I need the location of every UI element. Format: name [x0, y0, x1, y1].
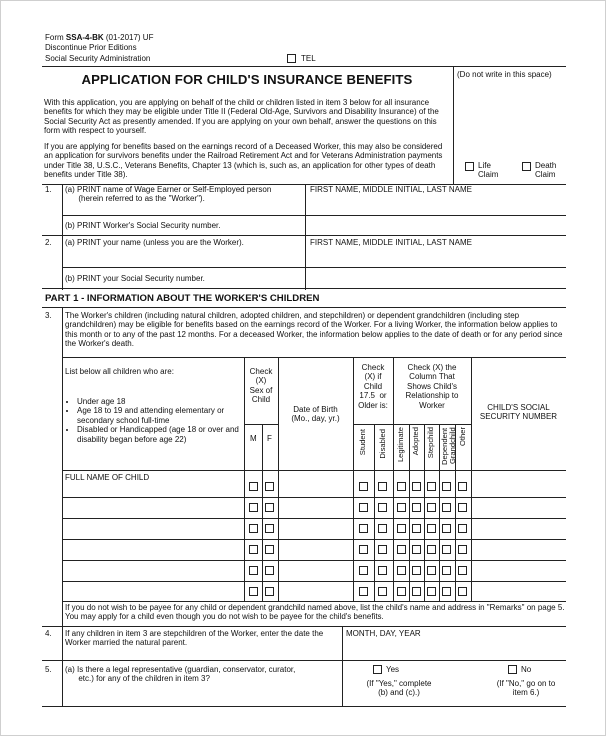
item5-no-checkbox[interactable] — [508, 665, 517, 674]
item5a-text: (a) Is there a legal representative (guardian, conservator, curator, etc.) for any of the children in item 3? — [65, 665, 296, 684]
item5-number: 5. — [45, 665, 52, 674]
grandchild-checkbox[interactable] — [442, 566, 451, 575]
sex-f-checkbox[interactable] — [265, 503, 274, 512]
stepchild-checkbox[interactable] — [427, 482, 436, 491]
sex-f-checkbox[interactable] — [265, 587, 274, 596]
tel-checkbox[interactable] — [287, 54, 296, 63]
item2-number: 2. — [45, 238, 52, 247]
disabled-checkbox[interactable] — [378, 524, 387, 533]
item2a-header: FIRST NAME, MIDDLE INITIAL, LAST NAME — [310, 238, 472, 247]
payee-footnote: If you do not wish to be payee for any child or dependent grandchild named above, list the child's name and address in "Remarks" on page 5. You may apply for a child even though you do not wish to be payee for the child's benefits. — [65, 603, 565, 622]
sex-f-checkbox[interactable] — [265, 566, 274, 575]
other-checkbox[interactable] — [458, 482, 467, 491]
adopted-checkbox[interactable] — [412, 545, 421, 554]
item5-yes-note: (If "Yes," complete (b) and (c).) — [366, 679, 432, 698]
stepchild-checkbox[interactable] — [427, 524, 436, 533]
form-title: APPLICATION FOR CHILD'S INSURANCE BENEFITS — [81, 72, 413, 87]
full-name-header: FULL NAME OF CHILD — [65, 473, 150, 482]
adopted-checkbox[interactable] — [412, 587, 421, 596]
sex-m-checkbox[interactable] — [249, 587, 258, 596]
legitimate-checkbox[interactable] — [397, 545, 406, 554]
life-claim-label: Life Claim — [478, 161, 499, 180]
item4-text: If any children in item 3 are stepchildren of the Worker, enter the date the Worker married the natural parent. — [65, 629, 324, 648]
col-adopted-header: Adopted — [411, 427, 420, 456]
legitimate-checkbox[interactable] — [397, 524, 406, 533]
item1a-label: (a) PRINT name of Wage Earner or Self-Employed person (herein referred to as the "Worker"). — [65, 185, 272, 204]
death-claim-checkbox[interactable] — [522, 162, 531, 171]
form-id-line — [45, 33, 153, 42]
bullet-disabled: • Disabled or Handicapped (age 18 or over and disability began before age 22) — [77, 425, 253, 444]
adopted-checkbox[interactable] — [412, 524, 421, 533]
col-relationship-header: Check (X) the Column That Shows Child's Relationship to Worker — [405, 363, 459, 410]
student-checkbox[interactable] — [359, 524, 368, 533]
item1a-header: FIRST NAME, MIDDLE INITIAL, LAST NAME — [310, 185, 472, 194]
discontinue-note: Discontinue Prior Editions — [45, 43, 137, 52]
sex-f-checkbox[interactable] — [265, 482, 274, 491]
item5-yes-label: Yes — [386, 665, 400, 674]
col-grandchild-header: Dependent Grandchild — [440, 427, 457, 465]
grandchild-checkbox[interactable] — [442, 503, 451, 512]
child-name-field[interactable] — [63, 477, 243, 496]
item4-number: 4. — [45, 629, 52, 638]
item4-header: MONTH, DAY, YEAR — [346, 629, 421, 638]
disabled-checkbox[interactable] — [378, 566, 387, 575]
grandchild-checkbox[interactable] — [442, 524, 451, 533]
sex-f-checkbox[interactable] — [265, 524, 274, 533]
life-claim-checkbox[interactable] — [465, 162, 474, 171]
col-disabled-header: Disabled — [378, 429, 387, 459]
stepchild-checkbox[interactable] — [427, 545, 436, 554]
child-name-field[interactable] — [63, 540, 243, 559]
death-claim-label: Death Claim — [535, 161, 557, 180]
agency-name: Social Security Administration — [45, 54, 151, 63]
disabled-checkbox[interactable] — [378, 482, 387, 491]
adopted-checkbox[interactable] — [412, 566, 421, 575]
form-prefix: Form — [45, 33, 66, 42]
sex-m-checkbox[interactable] — [249, 482, 258, 491]
student-checkbox[interactable] — [359, 545, 368, 554]
item5-no-label: No — [521, 665, 532, 674]
legitimate-checkbox[interactable] — [397, 587, 406, 596]
disabled-checkbox[interactable] — [378, 503, 387, 512]
child-name-field[interactable] — [63, 498, 243, 517]
sex-f-checkbox[interactable] — [265, 545, 274, 554]
student-checkbox[interactable] — [359, 587, 368, 596]
list-intro: List below all children who are: — [65, 367, 174, 376]
tel-label: TEL — [301, 54, 316, 63]
col-dob-header: Date of Birth (Mo., day, yr.) — [291, 405, 340, 424]
grandchild-checkbox[interactable] — [442, 482, 451, 491]
sex-m-checkbox[interactable] — [249, 503, 258, 512]
grandchild-checkbox[interactable] — [442, 545, 451, 554]
item2b-label: (b) PRINT your Social Security number. — [65, 274, 205, 283]
sex-m-checkbox[interactable] — [249, 524, 258, 533]
disabled-checkbox[interactable] — [378, 545, 387, 554]
item3-text: The Worker's children (including natural children, adopted children, and stepchildren) or dependent grandchildren (including step grandchildren) may be eligible for benefits based on the earnings record of the Worker. For a living Worker, the information below applies to this month or to any of the past 12 months. For a deceased Worker, the information below applies to the date of death or for any period since the Worker's death. — [65, 311, 563, 349]
intro-paragraph-1: With this application, you are applying on behalf of the child or children listed in item 3 below for all insurance benefits for which they may be eligible under Title II (Federal Old-Age, Survivors and Disability Insurance) of the Social Security Act as presently amended. If you are applying on your own behalf, answer the questions on this form with respect to yourself. — [44, 98, 439, 136]
child-name-field[interactable] — [63, 561, 243, 580]
child-name-field[interactable] — [63, 582, 243, 601]
student-checkbox[interactable] — [359, 503, 368, 512]
other-checkbox[interactable] — [458, 524, 467, 533]
item1b-label: (b) PRINT Worker's Social Security number. — [65, 221, 221, 230]
col-other-header: Other — [458, 427, 467, 446]
other-checkbox[interactable] — [458, 503, 467, 512]
other-checkbox[interactable] — [458, 566, 467, 575]
form-number: SSA-4-BK — [65, 33, 104, 42]
col-f-header: F — [267, 434, 272, 443]
sex-m-checkbox[interactable] — [249, 545, 258, 554]
intro-paragraph-2: If you are applying for benefits based on the earnings record of a Deceased Worker, this may also be considered an application for survivors benefits under the Railroad Retirement Act and for Veterans Administration payments under Title 38, U.S.C., Veterans Benefits, Chapter 13 (which is, such as, an application for other types of death benefits under Title 38). — [44, 142, 443, 180]
item5-yes-checkbox[interactable] — [373, 665, 382, 674]
stepchild-checkbox[interactable] — [427, 566, 436, 575]
legitimate-checkbox[interactable] — [397, 503, 406, 512]
other-checkbox[interactable] — [458, 545, 467, 554]
child-name-field[interactable] — [63, 519, 243, 538]
stepchild-checkbox[interactable] — [427, 503, 436, 512]
legitimate-checkbox[interactable] — [397, 482, 406, 491]
grandchild-checkbox[interactable] — [442, 587, 451, 596]
col-legitimate-header: Legitimate — [396, 427, 405, 463]
part1-heading: PART 1 - INFORMATION ABOUT THE WORKER'S CHILDREN — [45, 293, 320, 304]
adopted-checkbox[interactable] — [412, 482, 421, 491]
do-not-write-note: (Do not write in this space) — [457, 70, 552, 79]
col-stepchild-header: Stepchild — [426, 427, 435, 459]
student-checkbox[interactable] — [359, 566, 368, 575]
item2a-label: (a) PRINT your name (unless you are the Worker). — [65, 238, 244, 247]
col-student-header: Student — [358, 429, 367, 456]
item5-no-note: (If "No," go on to item 6.) — [496, 679, 556, 698]
col-m-header: M — [250, 434, 257, 443]
form-date: (01-2017) UF — [103, 33, 154, 42]
other-checkbox[interactable] — [458, 587, 467, 596]
bullet-under-18: • Under age 18 — [77, 397, 253, 406]
col-check-header: Check (X) if Child 17.5 or Older is: — [358, 363, 388, 410]
bullet-age-18-19: • Age 18 to 19 and attending elementary or secondary school full-time — [77, 406, 253, 425]
col-ssn-header: CHILD'S SOCIAL SECURITY NUMBER — [479, 403, 558, 422]
adopted-checkbox[interactable] — [412, 503, 421, 512]
student-checkbox[interactable] — [359, 482, 368, 491]
disabled-checkbox[interactable] — [378, 587, 387, 596]
item3-number: 3. — [45, 311, 52, 320]
sex-m-checkbox[interactable] — [249, 566, 258, 575]
eligibility-list — [67, 397, 253, 444]
legitimate-checkbox[interactable] — [397, 566, 406, 575]
item1-number: 1. — [45, 185, 52, 194]
col-sex-header: Check (X) Sex of Child — [249, 367, 273, 405]
stepchild-checkbox[interactable] — [427, 587, 436, 596]
